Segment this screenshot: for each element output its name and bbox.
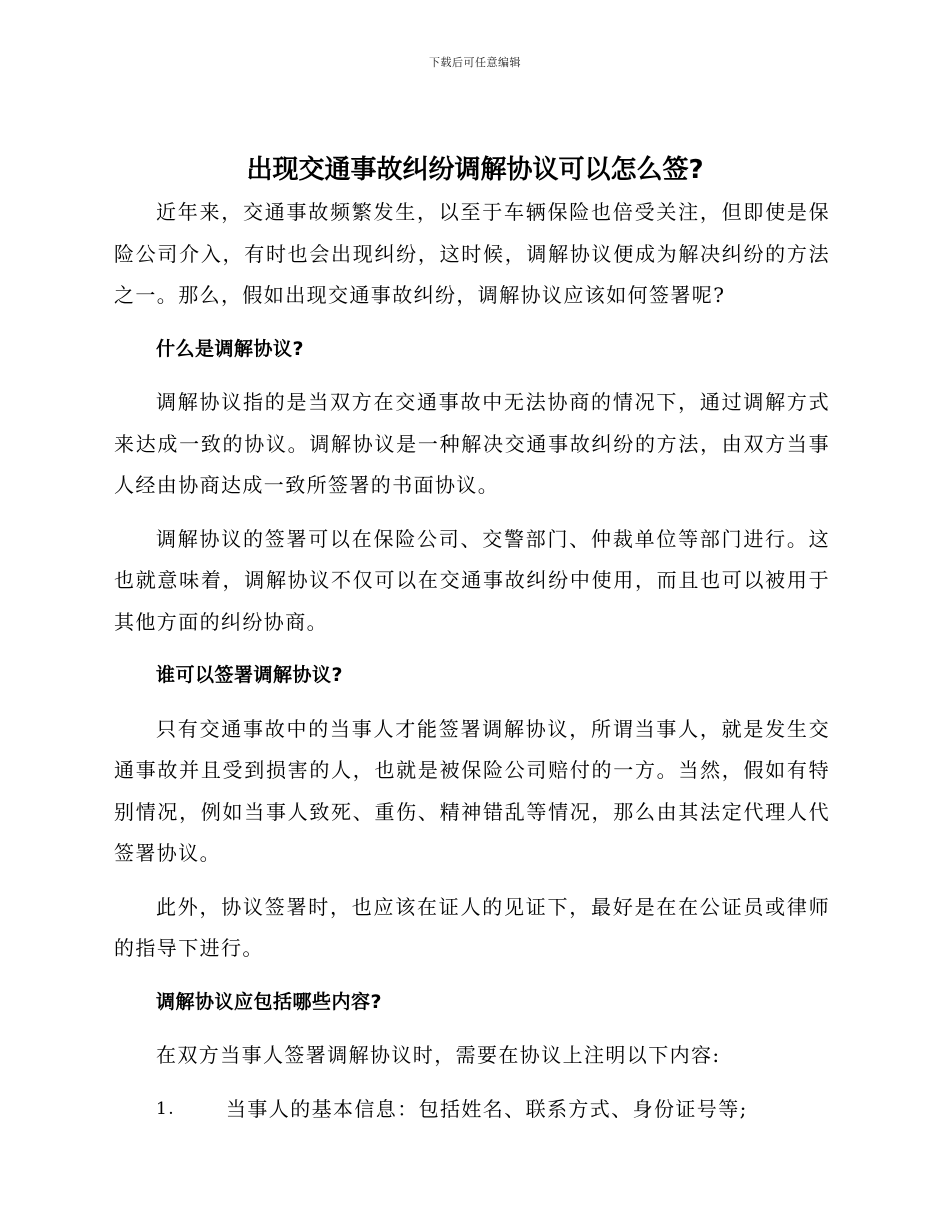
document-body [114,192,830,1130]
section-paragraph: 调解协议指的是当双方在交通事故中无法协商的情况下，通过调解方式来达成一致的协议。调解协议是一种解决交通事故纠纷的方法，由双方当事人经由协商达成一致所签署的书面协议。 [114,390,830,497]
document-title: 出现交通事故纠纷调解协议可以怎么签? [246,155,704,185]
section-paragraph: 此外，协议签署时，也应该在证人的见证下，最好是在在公证员或律师的指导下进行。 [114,894,830,960]
section-heading-what-is: 什么是调解协议? [156,337,305,360]
list-item [114,1089,830,1131]
section-paragraph: 只有交通事故中的当事人才能签署调解协议，所谓当事人，就是发生交通事故并且受到损害的人，也就是被保险公司赔付的一方。当然，假如有特别情况，例如当事人致死、重伤、精神错乱等情况，那么由其法定代理人代签署协议。 [114,716,830,865]
section-paragraph: 调解协议的签署可以在保险公司、交警部门、仲裁单位等部门进行。这也就意味着，调解协议不仅可以在交通事故纠纷中使用，而且也可以被用于其他方面的纠纷协商。 [114,526,830,634]
intro-paragraph: 近年来，交通事故频繁发生，以至于车辆保险也倍受关注，但即使是保险公司介入，有时也会出现纠纷，这时候，调解协议便成为解决纠纷的方法之一。那么，假如出现交通事故纠纷，调解协议应该如何签署呢? [114,200,830,307]
section-paragraph: 在双方当事人签署调解协议时，需要在协议上注明以下内容: [156,1043,721,1067]
header-note: 下载后可任意编辑 [429,56,521,69]
section-heading-contents: 调解协议应包括哪些内容? [156,990,383,1013]
list-item-text: 当事人的基本信息：包括姓名、联系方式、身份证号等; [226,1096,748,1121]
section-heading-who-can-sign: 谁可以签署调解协议? [156,664,344,686]
list-item-number: 1. [156,1098,176,1119]
